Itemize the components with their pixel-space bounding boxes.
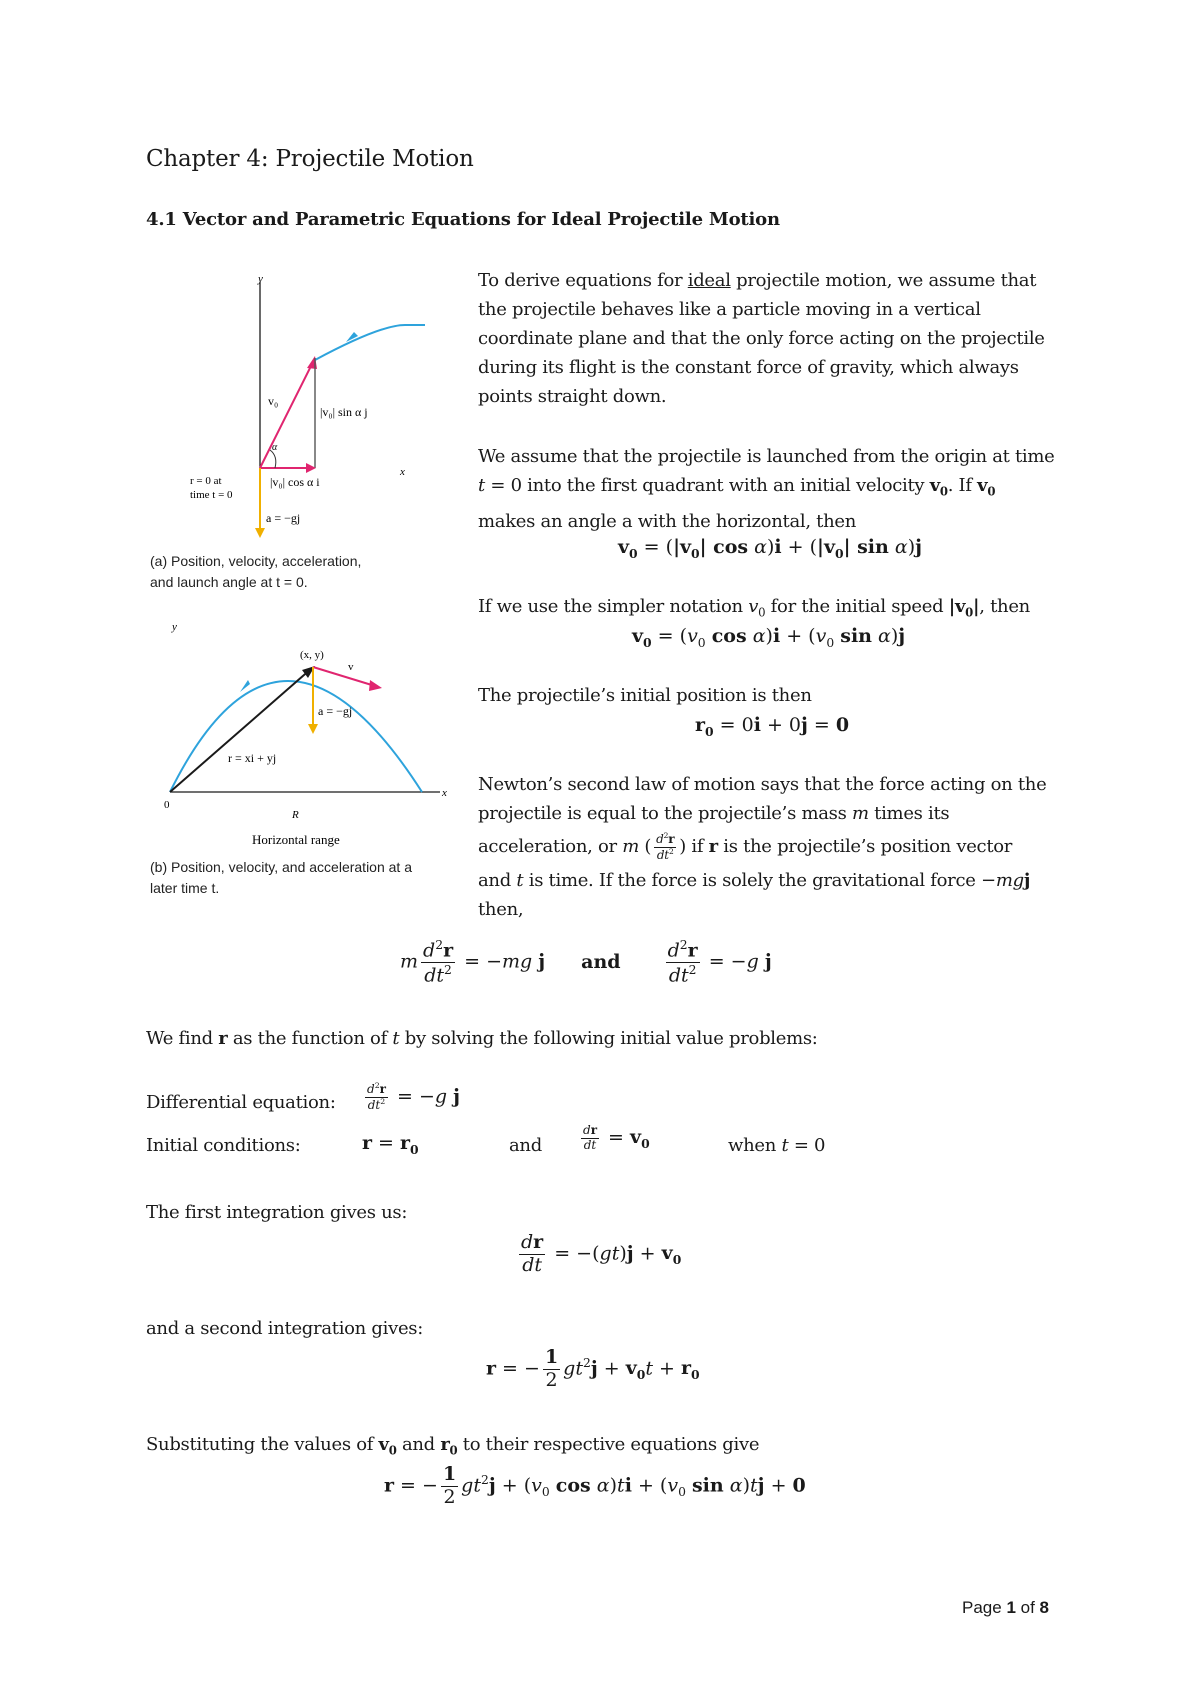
and-word: and	[581, 950, 621, 973]
v0-label: v₀	[268, 394, 279, 408]
launch-line-2: t = 0 into the first quadrant with an initial velocity $v_0$. If $v_0$	[478, 475, 996, 499]
equation-v0-speed: $v_0 = (v_0$ $\cos \alpha)i + (v_0$ sin α)j	[632, 625, 906, 650]
figure-a-caption-line2: and launch angle at t = 0.	[150, 574, 308, 590]
launch-line-1: We assume that the projectile is launched from the origin at time	[478, 446, 1055, 467]
newton-line-4: and t is time. If the force is solely the gravitational force −mgj	[478, 870, 1031, 891]
equation-r0: $r_0 = 0i + 0j = 0$	[695, 714, 850, 739]
equation-newton-second-law: m $\frac{d^2r}{dt^2}$ = −mg j and $\frac{d^2r}{dt^2}$ = −g j	[400, 938, 772, 987]
intro-line-4: during its flight is the constant force of gravity, which always	[478, 357, 1019, 378]
position-label: r = xi + yj	[228, 751, 277, 765]
notation-line: If we use the simpler notation $v_0$ for the initial speed $|v_0|$, then	[478, 596, 1030, 620]
velocity-arrowhead	[369, 680, 382, 691]
initial-conditions-label: Initial conditions:	[146, 1135, 301, 1156]
acceleration-arrowhead	[255, 528, 265, 538]
differential-equation: $\frac{d^2r}{dt^2}$ = −g j	[367, 1081, 460, 1112]
origin-label: 0	[164, 799, 170, 811]
equation-first-integration: $\frac{dr}{dt}$ = $-(gt)j + v_0$	[521, 1231, 682, 1276]
newton-line-1: Newton’s second law of motion says that the force acting on the	[478, 774, 1047, 795]
v-label: v	[348, 661, 354, 673]
newton-paragraph	[478, 770, 1098, 924]
cos-component-label: |v₀| cos α i	[270, 475, 320, 489]
y-axis-label: y	[258, 273, 263, 285]
intro-paragraph	[478, 266, 1078, 411]
intro-line-5: points straight down.	[478, 386, 667, 407]
figure-b-caption-line2: later time t.	[150, 880, 220, 896]
trajectory-curve	[315, 325, 425, 360]
r-origin-label: r = 0 at	[190, 475, 222, 487]
intro-line-3: coordinate plane and that the only force acting on the projectile	[478, 328, 1045, 349]
intro-line-1: To derive equations for ideal projectile motion, we assume that	[478, 270, 1037, 291]
acceleration-label: a = −gj	[266, 511, 301, 525]
xy-label: (x, y)	[300, 649, 324, 661]
equation-second-integration: r = − $\frac{1}{2}$ $gt^2j + v_0t + r_0$	[486, 1346, 700, 1391]
parabola	[170, 681, 422, 792]
initial-conditions-and: and	[509, 1135, 542, 1156]
figure-b-caption-line1: (b) Position, velocity, and acceleration at a	[150, 859, 412, 875]
parabola-arrow	[240, 680, 250, 692]
initial-position-line: The projectile’s initial position is then	[478, 685, 812, 706]
acceleration-label: a = −gj	[318, 704, 353, 718]
y-axis-label: y	[172, 621, 177, 633]
sin-component-label: |v₀| sin α j	[320, 405, 368, 419]
launch-paragraph	[478, 442, 1078, 536]
newton-line-2: projectile is equal to the projectile’s mass m times its	[478, 803, 950, 824]
newton-line-5: then,	[478, 899, 524, 920]
horizontal-range-label: Horizontal range	[252, 832, 340, 847]
x-axis-label: x	[442, 787, 447, 799]
alpha-label: α	[272, 442, 278, 453]
substitution-line: Substituting the values of $v_0$ and $r_0$ to their respective equations give	[146, 1434, 760, 1458]
figure-b-caption	[150, 857, 412, 899]
position-vector	[170, 668, 312, 792]
second-integration-text: and a second integration gives:	[146, 1318, 424, 1339]
first-integration-text: The first integration gives us:	[146, 1202, 408, 1223]
x-axis-label: x	[400, 466, 405, 478]
initial-condition-r: $r = r_0$	[362, 1132, 419, 1157]
acceleration-arrowhead	[308, 724, 318, 734]
initial-conditions-when: when t = 0	[728, 1135, 826, 1156]
figure-b-trajectory-diagram	[150, 620, 460, 850]
differential-equation-label: Differential equation:	[146, 1092, 336, 1113]
chapter-title: Chapter 4: Projectile Motion	[146, 146, 474, 172]
launch-line-3: makes an angle a with the horizontal, then	[478, 510, 857, 532]
velocity-vector	[260, 358, 315, 468]
equation-v0-components: $v_0 = (|v_0|$ $\cos \alpha)i + (|v_0|$ sin α)j	[618, 536, 923, 561]
figure-a-caption	[150, 551, 361, 593]
find-r-line: We find r as the function of t by solving the following initial value problems:	[146, 1028, 818, 1049]
time-label: time t = 0	[190, 489, 233, 501]
range-R-label: R	[292, 809, 299, 821]
newton-line-3: acceleration, or m ( $\frac{d^2r}{dt^2}$ ) if r is the projectile’s position vector	[478, 830, 1013, 862]
figure-a-caption-line1: (a) Position, velocity, acceleration,	[150, 553, 362, 569]
figure-a-launch-diagram	[160, 270, 460, 570]
velocity-vector	[313, 667, 375, 686]
initial-condition-velocity: $\frac{dr}{dt}$ = $v_0$	[583, 1123, 650, 1152]
section-title: 4.1 Vector and Parametric Equations for Ideal Projectile Motion	[146, 209, 780, 230]
page-footer: Page 1 of 8	[962, 1598, 1049, 1617]
intro-line-2: the projectile behaves like a particle moving in a vertical	[478, 299, 981, 320]
equation-substituted: r = − $\frac{1}{2}$ $gt^2j + (v_0$ $\cos \alpha)ti + (v_0$ sin α)tj + 0	[384, 1463, 806, 1508]
